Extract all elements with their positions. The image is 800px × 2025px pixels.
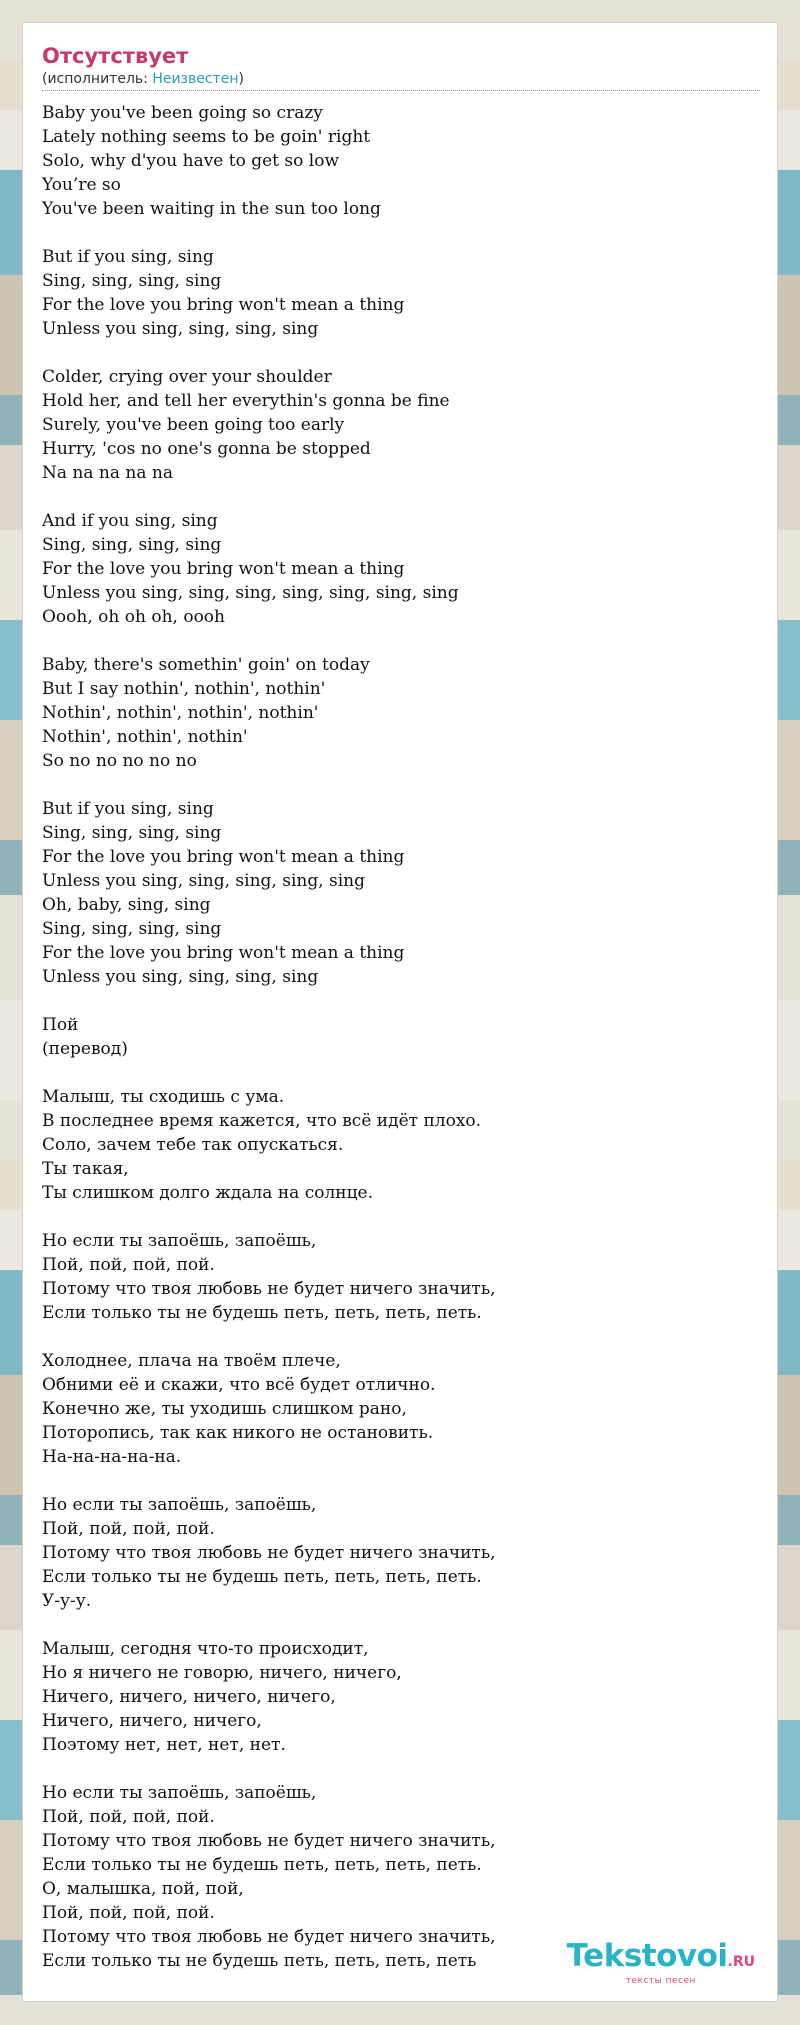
lyric-line: So no no no no no	[42, 751, 197, 771]
lyric-line: Но если ты запоёшь, запоёшь,	[42, 1231, 317, 1251]
lyric-line: Обними её и скажи, что всё будет отлично.	[42, 1375, 436, 1395]
logo-tld: .RU	[727, 1954, 755, 1970]
lyric-line: Потому что твоя любовь не будет ничего значить,	[42, 1831, 496, 1851]
lyric-line: Потому что твоя любовь не будет ничего значить,	[42, 1279, 496, 1299]
lyric-line: В последнее время кажется, что всё идёт плохо.	[42, 1111, 482, 1131]
lyrics-card	[22, 22, 778, 2002]
lyric-line: Но если ты запоёшь, запоёшь,	[42, 1783, 317, 1803]
lyric-blank-line	[42, 341, 762, 365]
lyric-blank-line	[42, 1757, 762, 1781]
lyric-line: Baby, there's somethin' goin' on today	[42, 655, 370, 675]
lyric-line: Colder, crying over your shoulder	[42, 367, 332, 387]
song-title: Отсутствует	[42, 44, 189, 68]
lyric-line: But if you sing, sing	[42, 799, 214, 819]
lyric-line: Nothin', nothin', nothin'	[42, 727, 248, 747]
lyric-line: For the love you bring won't mean a thing	[42, 559, 405, 579]
lyric-line: Потому что твоя любовь не будет ничего значить,	[42, 1927, 496, 1947]
lyric-line: Hold her, and tell her everythin's gonna be fine	[42, 391, 450, 411]
lyric-line: Solo, why d'you have to get so low	[42, 151, 340, 171]
lyric-line: Если только ты не будешь петь, петь, петь, петь.	[42, 1855, 482, 1875]
lyric-line: Пой, пой, пой, пой.	[42, 1519, 215, 1539]
lyric-line: Hurry, 'cos no one's gonna be stopped	[42, 439, 371, 459]
lyric-blank-line	[42, 1205, 762, 1229]
lyric-line: Малыш, ты сходишь с ума.	[42, 1087, 285, 1107]
lyric-blank-line	[42, 1613, 762, 1637]
lyric-blank-line	[42, 1061, 762, 1085]
logo-wordmark	[567, 1939, 755, 1979]
lyric-line: Baby you've been going so crazy	[42, 103, 323, 123]
lyrics-text	[42, 101, 762, 1973]
artist-prefix: (исполнитель:	[42, 71, 153, 87]
lyric-line: For the love you bring won't mean a thing	[42, 295, 405, 315]
lyric-line: Поэтому нет, нет, нет, нет.	[42, 1735, 286, 1755]
lyric-line: You've been waiting in the sun too long	[42, 199, 381, 219]
lyric-line: Ничего, ничего, ничего, ничего,	[42, 1687, 336, 1707]
lyric-line: Ты слишком долго ждала на солнце.	[42, 1183, 373, 1203]
lyric-line: Если только ты не будешь петь, петь, петь, петь	[42, 1951, 477, 1971]
lyric-line: О, малышка, пой, пой,	[42, 1879, 244, 1899]
lyric-line: Sing, sing, sing, sing	[42, 823, 222, 843]
lyric-line: Но я ничего не говорю, ничего, ничего,	[42, 1663, 402, 1683]
lyric-line: Если только ты не будешь петь, петь, петь, петь.	[42, 1303, 482, 1323]
lyric-line: And if you sing, sing	[42, 511, 218, 531]
lyric-blank-line	[42, 629, 762, 653]
lyric-line: Поторопись, так как никого не остановить.	[42, 1423, 434, 1443]
logo-tagline: тексты песен	[625, 1976, 696, 1986]
lyric-line: Но если ты запоёшь, запоёшь,	[42, 1495, 317, 1515]
lyric-line: Если только ты не будешь петь, петь, петь, петь.	[42, 1567, 482, 1587]
lyric-blank-line	[42, 485, 762, 509]
lyric-line: Ты такая,	[42, 1159, 129, 1179]
lyric-line: Пой, пой, пой, пой.	[42, 1903, 215, 1923]
lyric-line: Пой	[42, 1015, 79, 1035]
lyric-line: Oh, baby, sing, sing	[42, 895, 211, 915]
artist-suffix: )	[238, 71, 244, 87]
lyric-line: Sing, sing, sing, sing	[42, 919, 222, 939]
lyric-blank-line	[42, 989, 762, 1013]
logo-name: Tekstovoi	[566, 1938, 728, 1974]
lyric-line: But if you sing, sing	[42, 247, 214, 267]
lyric-line: У-у-у.	[42, 1591, 92, 1611]
lyric-line: Пой, пой, пой, пой.	[42, 1807, 215, 1827]
site-logo[interactable]	[567, 1939, 755, 1986]
lyric-line: Na na na na na	[42, 463, 173, 483]
lyric-line: Sing, sing, sing, sing	[42, 535, 222, 555]
lyric-blank-line	[42, 1325, 762, 1349]
lyric-line: Surely, you've been going too early	[42, 415, 345, 435]
lyric-line: You’re so	[42, 175, 121, 195]
lyric-line: Unless you sing, sing, sing, sing	[42, 967, 319, 987]
lyric-line: Пой, пой, пой, пой.	[42, 1255, 215, 1275]
artist-link[interactable]: Неизвестен	[152, 71, 239, 87]
lyric-line: For the love you bring won't mean a thing	[42, 847, 405, 867]
lyric-line: Unless you sing, sing, sing, sing	[42, 319, 319, 339]
lyric-line: На-на-на-на-на.	[42, 1447, 182, 1467]
lyric-line: (перевод)	[42, 1039, 128, 1059]
lyric-line: But I say nothin', nothin', nothin'	[42, 679, 326, 699]
lyric-line: Unless you sing, sing, sing, sing, sing, sing, sing	[42, 583, 459, 603]
lyric-line: Соло, зачем тебе так опускаться.	[42, 1135, 344, 1155]
lyric-line: Sing, sing, sing, sing	[42, 271, 222, 291]
lyric-line: Unless you sing, sing, sing, sing, sing	[42, 871, 366, 891]
lyric-line: Nothin', nothin', nothin', nothin'	[42, 703, 319, 723]
lyric-line: Oooh, oh oh oh, oooh	[42, 607, 225, 627]
lyric-blank-line	[42, 1469, 762, 1493]
lyric-line: For the love you bring won't mean a thing	[42, 943, 405, 963]
lyric-blank-line	[42, 773, 762, 797]
lyric-line: Малыш, сегодня что-то происходит,	[42, 1639, 369, 1659]
lyric-line: Конечно же, ты уходишь слишком рано,	[42, 1399, 407, 1419]
lyric-line: Потому что твоя любовь не будет ничего значить,	[42, 1543, 496, 1563]
lyric-line: Ничего, ничего, ничего,	[42, 1711, 262, 1731]
lyric-blank-line	[42, 221, 762, 245]
artist-line	[42, 71, 760, 91]
lyric-line: Lately nothing seems to be goin' right	[42, 127, 371, 147]
lyric-line: Холоднее, плача на твоём плече,	[42, 1351, 341, 1371]
